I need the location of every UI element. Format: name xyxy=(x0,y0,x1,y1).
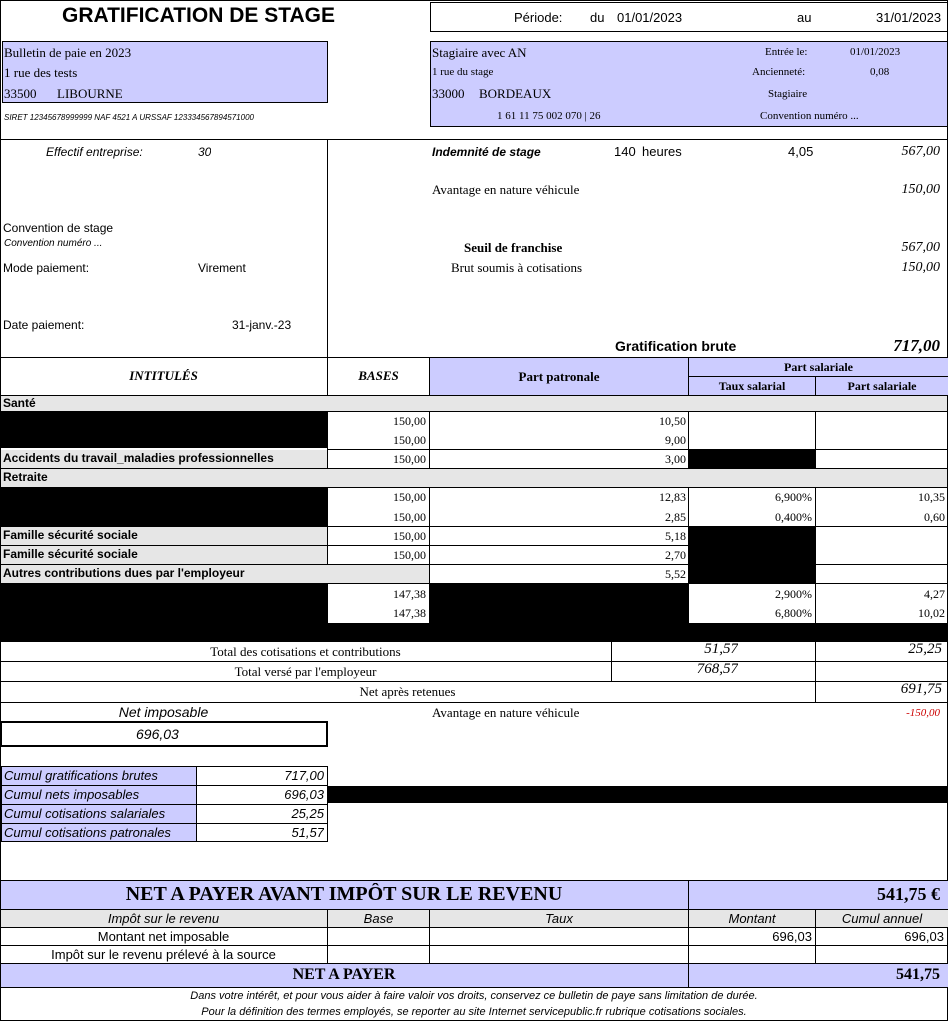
row9-part-salariale: 4,27 xyxy=(924,587,945,601)
convention-number: Convention numéro ... xyxy=(4,238,103,249)
net-apres-retenues-amount: 691,75 xyxy=(900,681,942,697)
col-part-salariale: Part salariale xyxy=(847,379,917,393)
impot-prelevement-label: Impôt sur le revenu prélevé à la source xyxy=(51,947,276,962)
period-au-label: au xyxy=(797,10,812,25)
redacted-label-3 xyxy=(1,584,327,623)
employer-siret: SIRET 12345678999999 NAF 4521 A URSSAF 123334567894571000 xyxy=(4,113,254,122)
montant-net-imposable-label: Montant net imposable xyxy=(97,929,230,944)
employer-city: LIBOURNE xyxy=(57,86,123,101)
payslip-title: GRATIFICATION DE STAGE xyxy=(62,4,335,27)
total-cotisations-patronale: 51,57 xyxy=(704,641,738,657)
effectif-label: Effectif entreprise: xyxy=(46,145,143,159)
section-sante-bg xyxy=(1,396,947,411)
row-fam1-part-patronale: 5,18 xyxy=(665,529,686,543)
row5-base: 150,00 xyxy=(393,510,426,524)
entry-date-label: Entrée le: xyxy=(765,46,808,58)
avantage-label: Avantage en nature véhicule xyxy=(432,182,580,197)
redacted-taux-fam xyxy=(689,527,815,564)
footer-line2: Pour la définition des termes employés, se reporter au site Internet servicepublic.fr rubrique cotisations sociales. xyxy=(201,1006,747,1018)
redacted-taux-at xyxy=(689,450,815,468)
section-sante: Santé xyxy=(3,396,36,410)
row-at-part-patronale: 3,00 xyxy=(665,452,686,466)
indemnite-amount: 567,00 xyxy=(901,144,940,159)
net-imposable-value: 696,03 xyxy=(136,726,179,742)
net-apres-retenues-label: Net après retenues xyxy=(359,684,456,699)
row-fam2-part-patronale: 2,70 xyxy=(665,548,686,562)
intern-city: BORDEAUX xyxy=(479,86,552,101)
effectif-value: 30 xyxy=(198,145,212,159)
impot-header-cumul: Cumul annuel xyxy=(841,911,923,926)
row10-part-salariale: 10,02 xyxy=(918,606,945,620)
row-fam2-base: 150,00 xyxy=(393,548,426,562)
row-fam2-label: Famille sécurité sociale xyxy=(3,547,138,561)
cumul-cotisations-patronales-value: 51,57 xyxy=(291,825,324,840)
entry-date: 01/01/2023 xyxy=(850,46,901,58)
indemnite-label: Indemnité de stage xyxy=(432,145,541,159)
col-taux-salarial: Taux salarial xyxy=(718,379,786,393)
convention-label: Convention de stage xyxy=(3,221,114,235)
section-retraite: Retraite xyxy=(3,470,48,484)
row-fam1-label: Famille sécurité sociale xyxy=(3,528,138,542)
employer-address: 1 rue des tests xyxy=(4,65,78,80)
redacted-label-1 xyxy=(1,412,327,448)
employer-postcode: 33500 xyxy=(4,86,37,101)
intern-address: 1 rue du stage xyxy=(432,66,494,78)
brut-label: Brut soumis à cotisations xyxy=(451,260,583,275)
period-start-date: 01/01/2023 xyxy=(617,10,683,25)
payment-mode-label: Mode paiement: xyxy=(3,261,90,275)
seuil-label: Seuil de franchise xyxy=(464,240,563,255)
row10-base: 147,38 xyxy=(393,606,426,620)
period-label: Période: xyxy=(514,10,563,25)
net-a-payer-amount: 541,75 xyxy=(896,966,940,983)
row9-taux: 2,900% xyxy=(775,587,812,601)
net-avant-impot-amount: 541,75 € xyxy=(877,884,940,904)
montant-net-imposable-cumul: 696,03 xyxy=(904,929,944,944)
row5-part-patronale: 2,85 xyxy=(665,510,686,524)
row2-part-patronale: 9,00 xyxy=(665,433,686,447)
cumul-cotisations-salariales-label: Cumul cotisations salariales xyxy=(4,806,166,821)
col-intitules: INTITULÉS xyxy=(129,368,198,383)
indemnite-hours: 140 xyxy=(614,144,636,159)
col-part-patronale: Part patronale xyxy=(518,369,600,384)
intern-convention: Convention numéro ... xyxy=(760,110,859,122)
payment-mode-value: Virement xyxy=(198,261,246,275)
redacted-taux-autres xyxy=(689,565,815,583)
redacted-patronale-csg xyxy=(430,584,688,623)
row-fam1-base: 150,00 xyxy=(393,529,426,543)
row10-taux: 6,800% xyxy=(775,606,812,620)
payment-date-value: 31-janv.-23 xyxy=(232,318,292,332)
row4-taux: 6,900% xyxy=(775,490,812,504)
cumul-cotisations-salariales-value: 25,25 xyxy=(291,806,324,821)
indemnite-hours-unit: heures xyxy=(642,144,682,159)
net-a-payer-label: NET A PAYER xyxy=(292,966,396,983)
seuil-amount: 567,00 xyxy=(901,240,940,255)
section-retraite-bg xyxy=(1,469,947,487)
cumul-cotisations-patronales-label: Cumul cotisations patronales xyxy=(4,825,171,840)
period-box xyxy=(430,2,948,32)
period-du-label: du xyxy=(590,10,605,25)
total-cotisations-salariale: 25,25 xyxy=(908,641,942,657)
col-bases: BASES xyxy=(358,368,399,383)
row-autres-part-patronale: 5,52 xyxy=(665,567,686,581)
payment-date-label: Date paiement: xyxy=(3,318,85,332)
total-verse-label: Total versé par l'employeur xyxy=(234,664,377,679)
employer-line1: Bulletin de paie en 2023 xyxy=(4,45,132,60)
intern-status: Stagiaire xyxy=(768,88,808,100)
intern-name: Stagiaire avec AN xyxy=(432,45,527,60)
net-imposable-label: Net imposable xyxy=(118,704,209,720)
col-part-salariale-group: Part salariale xyxy=(784,360,853,374)
brut-amount: 150,00 xyxy=(901,260,940,275)
indemnite-rate: 4,05 xyxy=(788,144,814,159)
cumul-nets-imposables-label: Cumul nets imposables xyxy=(4,787,140,802)
row2-base: 150,00 xyxy=(393,433,426,447)
intern-ssn: 1 61 11 75 002 070 | 26 xyxy=(497,110,601,122)
footer-line1: Dans votre intérêt, et pour vous aider à faire valoir vos droits, conservez ce bulletin de paye sans limitation de durée. xyxy=(190,990,758,1002)
redacted-label-2 xyxy=(1,488,327,526)
gross-total-amount: 717,00 xyxy=(893,336,940,355)
avantage-amount: 150,00 xyxy=(901,182,940,197)
row5-part-salariale: 0,60 xyxy=(924,510,945,524)
row5-taux: 0,400% xyxy=(775,510,812,524)
row4-part-patronale: 12,83 xyxy=(659,490,686,504)
impot-header-label: Impôt sur le revenu xyxy=(107,911,220,926)
gross-total-label: Gratification brute xyxy=(615,338,737,354)
impot-header-taux: Taux xyxy=(545,911,573,926)
net-avant-impot-label: NET A PAYER AVANT IMPÔT SUR LE REVENU xyxy=(125,883,563,905)
impot-header-montant: Montant xyxy=(728,911,776,926)
row1-part-patronale: 10,50 xyxy=(659,414,686,428)
cumul-gratifications-value: 717,00 xyxy=(284,768,324,783)
avantage-deduction-amount: -150,00 xyxy=(906,707,940,719)
avantage-deduction-label: Avantage en nature véhicule xyxy=(432,705,580,720)
redacted-cumul-band xyxy=(328,786,948,803)
row-autres-label: Autres contributions dues par l'employeur xyxy=(3,566,245,580)
total-verse-amount: 768,57 xyxy=(696,661,738,677)
montant-net-imposable-montant: 696,03 xyxy=(772,929,812,944)
period-end-date: 31/01/2023 xyxy=(876,10,942,25)
cumul-gratifications-label: Cumul gratifications brutes xyxy=(4,768,158,783)
cumul-nets-imposables-value: 696,03 xyxy=(284,787,324,802)
redacted-band xyxy=(1,623,948,641)
row-at-base: 150,00 xyxy=(393,452,426,466)
row9-base: 147,38 xyxy=(393,587,426,601)
seniority-value: 0,08 xyxy=(870,66,890,78)
total-cotisations-label: Total des cotisations et contributions xyxy=(210,644,401,659)
impot-header-base: Base xyxy=(363,911,394,926)
row-at-label: Accidents du travail_maladies professionnelles xyxy=(3,451,274,465)
row4-part-salariale: 10,35 xyxy=(918,490,945,504)
seniority-label: Ancienneté: xyxy=(752,66,806,78)
intern-postcode: 33000 xyxy=(432,86,465,101)
row4-base: 150,00 xyxy=(393,490,426,504)
row1-base: 150,00 xyxy=(393,414,426,428)
